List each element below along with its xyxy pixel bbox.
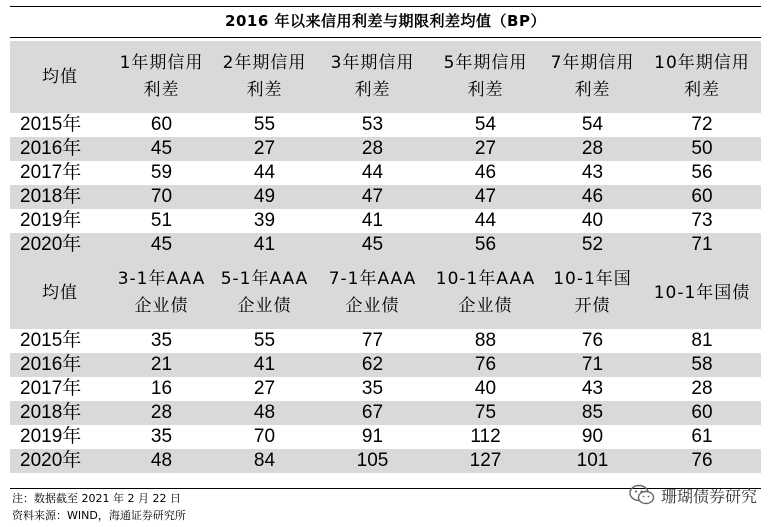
value-cell: 44 — [361, 162, 384, 183]
column-header — [542, 41, 643, 113]
value-cell: 28 — [542, 137, 643, 161]
value-cell: 67 — [316, 401, 429, 425]
column-header-line: 企业债 — [237, 296, 292, 316]
column-header-line: 10-1年AAA — [435, 269, 536, 289]
value-cell: 54 — [581, 114, 604, 135]
value-cell: 53 — [361, 114, 384, 135]
value-cell: 28 — [110, 401, 213, 425]
table-row — [10, 113, 761, 137]
value-cell: 71 — [542, 353, 643, 377]
year-cell: 2018年 — [10, 185, 110, 209]
table-row — [10, 137, 761, 161]
value-cell: 35 — [150, 330, 173, 351]
value-cell: 76 — [581, 330, 604, 351]
value-cell: 40 — [474, 378, 497, 399]
value-cell: 46 — [542, 185, 643, 209]
spread-table — [10, 41, 761, 473]
column-header-line: 利差 — [684, 80, 720, 100]
value-cell: 41 — [361, 210, 384, 231]
column-header-line: 利差 — [246, 80, 283, 100]
table-row — [10, 425, 761, 449]
year-cell: 2019年 — [20, 426, 82, 447]
value-cell: 27 — [213, 137, 316, 161]
column-header-line: 7-1年AAA — [328, 269, 417, 289]
value-cell: 45 — [316, 233, 429, 257]
table-row — [10, 161, 761, 185]
value-cell: 27 — [253, 378, 276, 399]
value-cell: 72 — [691, 114, 713, 135]
column-header — [213, 257, 316, 329]
column-header-line: 10-1年国 — [553, 269, 632, 289]
corner-label: 均值 — [10, 257, 110, 329]
value-cell: 71 — [643, 233, 761, 257]
year-cell: 2015年 — [20, 114, 82, 135]
value-cell: 52 — [542, 233, 643, 257]
column-header-line: 1年期信用 — [119, 53, 204, 73]
column-header-line: 利差 — [143, 80, 180, 100]
value-cell: 59 — [150, 162, 173, 183]
column-header-line: 7年期信用 — [550, 53, 635, 73]
wechat-icon — [629, 484, 655, 506]
year-cell: 2016年 — [10, 137, 110, 161]
value-cell: 35 — [150, 426, 173, 447]
column-header — [643, 257, 761, 329]
year-cell: 2020年 — [10, 449, 110, 473]
value-cell: 112 — [470, 426, 501, 447]
column-header — [316, 41, 429, 113]
value-cell: 60 — [643, 185, 761, 209]
table2-header-row — [10, 257, 761, 329]
value-cell: 75 — [429, 401, 542, 425]
value-cell: 61 — [691, 426, 713, 447]
column-header-line: 10年期信用 — [654, 53, 750, 73]
table-title: 2016 年以来信用利差与期限利差均值（BP） — [225, 12, 546, 30]
column-header-line: 5-1年AAA — [220, 269, 309, 289]
value-cell: 76 — [643, 449, 761, 473]
value-cell: 76 — [429, 353, 542, 377]
corner-label: 均值 — [10, 41, 110, 113]
value-cell: 41 — [213, 233, 316, 257]
table-row — [10, 401, 761, 425]
value-cell: 56 — [429, 233, 542, 257]
column-header-line: 企业债 — [458, 296, 513, 316]
watermark-text: 珊瑚债券研究 — [660, 486, 757, 506]
column-header — [110, 41, 213, 113]
watermark — [629, 483, 757, 507]
value-cell: 44 — [253, 162, 276, 183]
value-cell: 127 — [429, 449, 542, 473]
value-cell: 55 — [253, 114, 276, 135]
column-header — [213, 41, 316, 113]
value-cell: 28 — [316, 137, 429, 161]
value-cell: 39 — [253, 210, 276, 231]
year-cell: 2020年 — [10, 233, 110, 257]
top-rule — [10, 6, 761, 7]
table1-header-row — [10, 41, 761, 113]
year-cell: 2019年 — [20, 210, 82, 231]
value-cell: 43 — [581, 378, 604, 399]
value-cell: 51 — [150, 210, 173, 231]
value-cell: 45 — [110, 233, 213, 257]
value-cell: 49 — [213, 185, 316, 209]
source-text: 资料来源：WIND，海通证券研究所 — [12, 509, 186, 522]
table-row — [10, 449, 761, 473]
column-header-line: 3年期信用 — [330, 53, 415, 73]
table-row — [10, 185, 761, 209]
value-cell: 91 — [361, 426, 384, 447]
value-cell: 45 — [110, 137, 213, 161]
value-cell: 55 — [253, 330, 276, 351]
year-cell: 2017年 — [20, 378, 82, 399]
value-cell: 54 — [474, 114, 497, 135]
year-cell: 2015年 — [20, 330, 82, 351]
column-header-line: 企业债 — [345, 296, 400, 316]
year-cell: 2018年 — [10, 401, 110, 425]
value-cell: 56 — [691, 162, 713, 183]
value-cell: 85 — [542, 401, 643, 425]
column-header — [542, 257, 643, 329]
table-row — [10, 233, 761, 257]
column-header-line: 开债 — [574, 296, 611, 316]
value-cell: 84 — [213, 449, 316, 473]
value-cell: 48 — [110, 449, 213, 473]
value-cell: 44 — [474, 210, 497, 231]
table-row — [10, 329, 761, 353]
column-header-line: 企业债 — [134, 296, 189, 316]
column-header-line: 利差 — [574, 80, 611, 100]
value-cell: 48 — [213, 401, 316, 425]
column-header-line: 利差 — [354, 80, 391, 100]
value-cell: 88 — [474, 330, 497, 351]
value-cell: 60 — [150, 114, 173, 135]
value-cell: 43 — [581, 162, 604, 183]
value-cell: 90 — [581, 426, 604, 447]
column-header-line: 2年期信用 — [222, 53, 307, 73]
note-text: 注：数据截至 2021 年 2 月 22 日 — [12, 492, 181, 505]
value-cell: 16 — [150, 378, 173, 399]
column-header-line: 5年期信用 — [443, 53, 528, 73]
value-cell: 70 — [110, 185, 213, 209]
value-cell: 60 — [643, 401, 761, 425]
column-header-line: 3-1年AAA — [117, 269, 206, 289]
column-header — [429, 41, 542, 113]
column-header — [429, 257, 542, 329]
value-cell: 62 — [316, 353, 429, 377]
value-cell: 46 — [474, 162, 497, 183]
year-cell: 2016年 — [10, 353, 110, 377]
year-cell: 2017年 — [20, 162, 82, 183]
column-header — [316, 257, 429, 329]
value-cell: 50 — [643, 137, 761, 161]
value-cell: 81 — [691, 330, 713, 351]
value-cell: 28 — [691, 378, 713, 399]
table-row — [10, 377, 761, 401]
column-header-line: 利差 — [467, 80, 504, 100]
value-cell: 101 — [542, 449, 643, 473]
value-cell: 58 — [643, 353, 761, 377]
value-cell: 40 — [581, 210, 604, 231]
table-row — [10, 353, 761, 377]
value-cell: 21 — [110, 353, 213, 377]
value-cell: 27 — [429, 137, 542, 161]
table-row — [10, 209, 761, 233]
value-cell: 41 — [213, 353, 316, 377]
value-cell: 73 — [691, 210, 713, 231]
value-cell: 77 — [361, 330, 384, 351]
value-cell: 47 — [316, 185, 429, 209]
value-cell: 35 — [361, 378, 384, 399]
column-header — [110, 257, 213, 329]
column-header — [643, 41, 761, 113]
value-cell: 70 — [253, 426, 276, 447]
value-cell: 47 — [429, 185, 542, 209]
title-rule — [10, 37, 761, 38]
column-header-line: 10-1年国债 — [653, 282, 751, 303]
value-cell: 105 — [316, 449, 429, 473]
